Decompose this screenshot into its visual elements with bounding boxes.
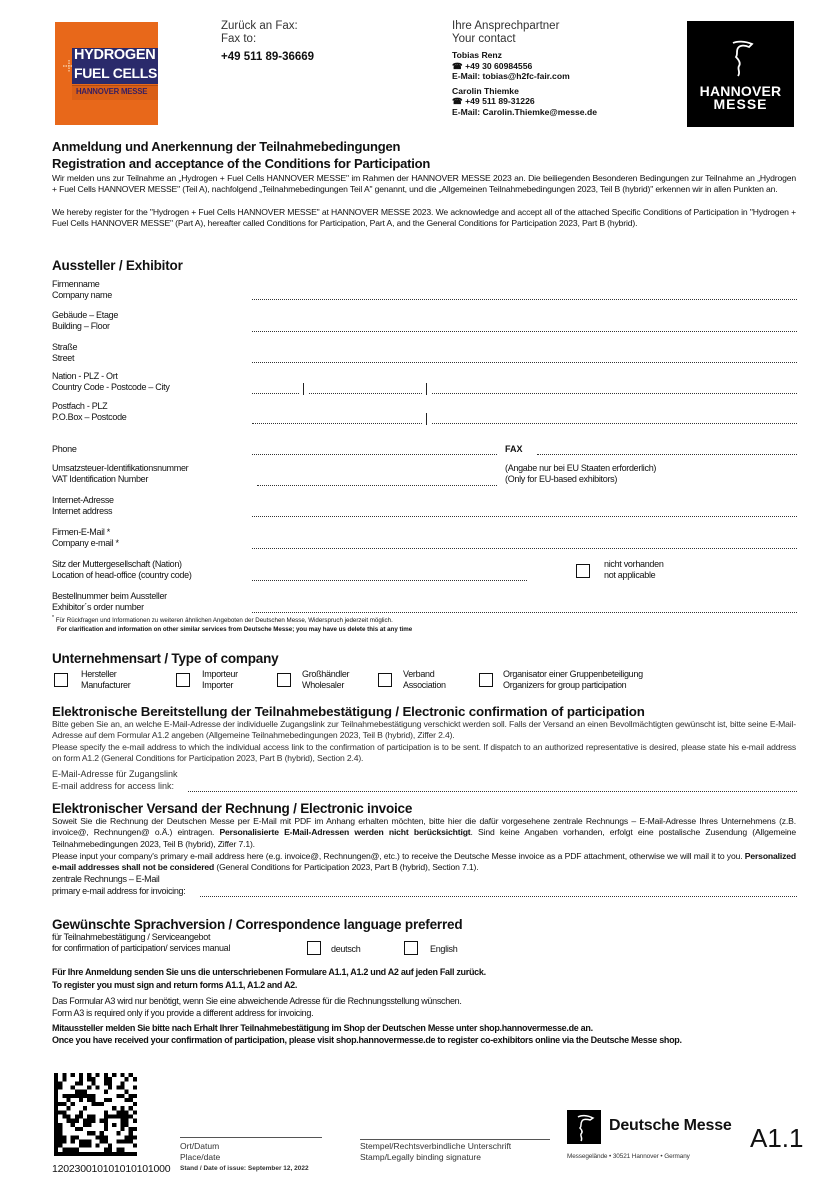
- contact-phone[interactable]: +49 30 60984556: [465, 60, 533, 71]
- company-type-heading: Unternehmensart / Type of company: [52, 651, 279, 666]
- label-association: Verband Association: [403, 669, 446, 690]
- label-group-organizer: Organisator einer Gruppenbeteiligung Organizers for group participation: [503, 669, 643, 690]
- issue-date: Stand / Date of issue: September 12, 2022: [180, 1165, 309, 1172]
- field-label-country-postcode-city: Nation - PLZ - Ort Country Code - Postcode – City: [52, 371, 170, 392]
- street-input[interactable]: [252, 361, 797, 363]
- contact-phone[interactable]: +49 511 89-31226: [465, 96, 535, 106]
- electronic-confirmation-text-en: Please specify the e-mail address to which the individual access link to the confirmation of participation is to be sent. If dispatch to an authorized representative is desired, please state his e-mail address on form A1.2 (General Conditions for Participation 2023, Part B (hybrid), Section 2.4).: [52, 742, 796, 764]
- access-link-email-input[interactable]: [188, 790, 797, 792]
- logo-word-messe: MESSE: [713, 96, 768, 112]
- building-floor-input[interactable]: [252, 330, 797, 332]
- hermes-head-icon: [727, 39, 755, 79]
- checkbox-deutsch[interactable]: [307, 941, 321, 955]
- field-label-internet: Internet-Adresse Internet address: [52, 495, 114, 516]
- deutsche-messe-logo-mark: [567, 1110, 601, 1144]
- po-box-input[interactable]: [252, 422, 422, 424]
- company-name-input[interactable]: [252, 298, 797, 300]
- fax-label-en: Fax to:: [221, 33, 257, 45]
- city-input[interactable]: [432, 392, 797, 394]
- fax-block: [221, 20, 314, 64]
- not-applicable-checkbox[interactable]: [576, 564, 590, 578]
- field-separator: [426, 413, 427, 425]
- field-separator: [426, 383, 427, 395]
- language-heading: Gewünschte Sprachversion / Correspondence language preferred: [52, 917, 463, 932]
- checkbox-manufacturer[interactable]: [54, 673, 68, 687]
- po-box-postcode-input[interactable]: [432, 422, 797, 424]
- form-id: A1.1: [750, 1123, 804, 1153]
- contact-email[interactable]: E-Mail: tobias@h2fc-fair.com: [452, 71, 570, 81]
- coexhibitor-note-en: Once you have received your confirmation of participation, please visit shop.hannovermesse.de to register co-exhibitors online via the Deutsche Messe shop.: [52, 1035, 682, 1045]
- label-manufacturer: Hersteller Manufacturer: [81, 669, 131, 690]
- checkbox-wholesaler[interactable]: [277, 673, 291, 687]
- contact-name: Carolin Thiemke: [452, 85, 519, 96]
- field-label-vat: Umsatzsteuer-Identifikationsnummer VAT Identification Number: [52, 463, 189, 484]
- contact-block: [452, 20, 597, 117]
- field-label-head-office: Sitz der Muttergesellschaft (Nation) Location of head-office (country code): [52, 559, 192, 580]
- signature-label: Stempel/Rechtsverbindliche Unterschrift Stamp/Legally binding signature: [360, 1141, 512, 1162]
- invoice-email-label-en: primary e-mail address for invoicing:: [52, 886, 186, 896]
- checkbox-association[interactable]: [378, 673, 392, 687]
- page-title-en: Registration and acceptance of the Conditions for Participation: [52, 156, 431, 171]
- field-label-fax: FAX: [505, 444, 523, 454]
- contact-person-2: [452, 86, 597, 118]
- hydrogen-fuel-cells-logo: [55, 22, 158, 125]
- field-label-po-box: Postfach - PLZ P.O.Box – Postcode: [52, 401, 127, 422]
- label-wholesaler: Großhändler Wholesaler: [302, 669, 350, 690]
- deutsche-messe-address: Messegelände • 30521 Hannover • Germany: [567, 1153, 690, 1160]
- contact-label-de: Ihre Ansprechpartner: [452, 20, 560, 32]
- head-office-input[interactable]: [252, 579, 527, 581]
- signature-line[interactable]: [360, 1139, 550, 1140]
- field-label-company-email: Firmen-E-Mail * Company e-mail *: [52, 527, 119, 548]
- contact-person-1: [452, 50, 597, 82]
- phone-icon: ☎: [452, 60, 463, 71]
- field-separator: [303, 383, 304, 395]
- electronic-invoice-text-de: Soweit Sie die Rechnung der Deutschen Messe per E-Mail mit PDF im Anhang erhalten möchten, bitte hier die dafür vorgesehene zentrale Rechnungs – E-Mail-Adresse Ihres Unternehmens (z.B. invoice@, Rechnungen@ o.Ä.) eintragen. Personalisierte E-Mail-Adressen werden nicht berücksichtigt. Sind keine Angaben vorhanden, erfolgt eine postalische Zusendung (Allgemeine Teilnahmebedingungen 2023, Teil B (hybrid), Ziffer 7.1).: [52, 816, 796, 849]
- contact-email[interactable]: E-Mail: Carolin.Thiemke@messe.de: [452, 106, 597, 117]
- checkbox-group-organizer[interactable]: [479, 673, 493, 687]
- intro-de: Wir melden uns zur Teilnahme an „Hydrogen + Fuel Cells HANNOVER MESSE" im Rahmen der HANNOVER MESSE 2023 an. Die beiliegenden Besonderen Bedingungen zur Teilnahme an „Hydrogen + Fuel Cells HANNOVER MESSE" (Teil A), nachfolgend „Teilnahmebedingungen Teil A" genannt, und die „Allgemeinen Teilnahmebedingungen 2023, Teil B (hybrid)" erkennen wir in allen Punkten an.: [52, 173, 796, 195]
- logo-line-fuel-cells: FUEL CELLS: [74, 65, 158, 81]
- return-forms-en: To register you must sign and return forms A1.1, A1.2 and A2.: [52, 980, 298, 990]
- form-a3-note-de: Das Formular A3 wird nur benötigt, wenn Sie eine abweichende Adresse für die Rechnungsstellung wünschen.: [52, 996, 462, 1006]
- page-title-de: Anmeldung und Anerkennung der Teilnahmebedingungen: [52, 139, 401, 154]
- fax-label-de: Zurück an Fax:: [221, 20, 298, 32]
- phone-input[interactable]: [252, 453, 497, 455]
- postcode-input[interactable]: [309, 392, 422, 394]
- vat-input[interactable]: [257, 484, 497, 486]
- access-link-label-de: E-Mail-Adresse für Zugangslink: [52, 769, 178, 779]
- footnote: * Für Rückfragen und Informationen zu weiteren ähnlichen Angeboten der Deutschen Messe, Widerspruch jederzeit möglich. For clarification and information on other similar services from Deutsche Messe; you may have us delete this at any time: [52, 615, 413, 634]
- electronic-confirmation-text-de: Bitte geben Sie an, an welche E-Mail-Adresse der individuelle Zugangslink zur Teilnahmebestätigung verschickt werden soll. Falls der Versand an einen Bevollmächtigten gewünscht ist, bitte seine E-Mail-Adresse auf dem Formular A1.2 angeben (Allgemeine Teilnahmebedingungen 2023, Teil B (hybrid), Ziffer 2.4).: [52, 719, 796, 741]
- checkbox-english[interactable]: [404, 941, 418, 955]
- logo-line-hannover-messe: HANNOVER MESSE: [76, 87, 148, 96]
- contact-label-en: Your contact: [452, 33, 516, 45]
- order-number-input[interactable]: [252, 611, 797, 613]
- label-english: English: [430, 944, 458, 954]
- deutsche-messe-wordmark: Deutsche Messe: [609, 1117, 732, 1134]
- invoice-email-input[interactable]: [200, 895, 797, 897]
- invoice-email-label-de: zentrale Rechnungs – E-Mail: [52, 874, 160, 884]
- hannover-messe-logo: [687, 21, 794, 127]
- field-label-street: Straße Street: [52, 342, 78, 363]
- intro-en: We hereby register for the "Hydrogen + Fuel Cells HANNOVER MESSE" at HANNOVER MESSE 2023. We acknowledge and accept all of the attached Specific Conditions of Participation in "Hydrogen + Fuel Cells HANNOVER MESSE" (Part A), hereafter called Conditions for Participation, Part A, and the General Conditions for Participation 2023, Part B (hybrid).: [52, 207, 796, 229]
- place-date-line[interactable]: [180, 1137, 322, 1138]
- coexhibitor-note-de: Mitaussteller melden Sie bitte nach Erhalt Ihrer Teilnahmebestätigung im Shop der Deutschen Messe unter shop.hannovermesse.de an.: [52, 1023, 593, 1033]
- vat-note: (Angabe nur bei EU Staaten erforderlich) (Only for EU-based exhibitors): [505, 463, 657, 484]
- logo-line-hydrogen: HYDROGEN: [74, 47, 156, 63]
- language-sub-label: für Teilnahmebestätigung / Serviceangebot for confirmation of participation/ services manual: [52, 932, 231, 953]
- field-label-company-name: Firmenname Company name: [52, 279, 112, 300]
- electronic-invoice-heading: Elektronischer Versand der Rechnung / Electronic invoice: [52, 801, 413, 816]
- access-link-label-en: E-mail address for access link:: [52, 781, 175, 791]
- return-forms-de: Für Ihre Anmeldung senden Sie uns die unterschriebenen Formulare A1.1, A1.2 und A2 auf jeden Fall zurück.: [52, 967, 486, 977]
- datamatrix-code: [54, 1073, 137, 1156]
- exhibitor-heading: Aussteller / Exhibitor: [52, 258, 183, 273]
- label-deutsch: deutsch: [331, 944, 361, 954]
- field-label-building-floor: Gebäude – Etage Building – Floor: [52, 310, 119, 331]
- electronic-invoice-text-en: Please input your company's primary e-mail address here (e.g. invoice@, Rechnungen@, etc.) to receive the Deutsche Messe invoice as a PDF attachment, otherwise we will mail it to you. Personalized e-mail addresses shall not be considered (General Conditions for Participation 2023, Part B (hybrid), Section 7.1).: [52, 851, 796, 873]
- field-label-order-number: Bestellnummer beim Aussteller Exhibitor´s order number: [52, 591, 167, 612]
- hermes-head-icon: [567, 1110, 601, 1144]
- place-date-label: Ort/Datum Place/date: [180, 1141, 221, 1162]
- country-code-input[interactable]: [252, 392, 299, 394]
- fax-input[interactable]: [537, 453, 797, 455]
- fax-number[interactable]: +49 511 89-36669: [221, 51, 315, 63]
- barcode-number: 120230010101010101000: [52, 1163, 171, 1175]
- label-importer: Importeur Importer: [202, 669, 238, 690]
- logo-word-hannover: HANNOVER: [699, 83, 782, 99]
- field-label-phone: Phone: [52, 444, 77, 454]
- checkbox-importer[interactable]: [176, 673, 190, 687]
- company-email-input[interactable]: [252, 547, 797, 549]
- contact-name: Tobias Renz: [452, 50, 502, 60]
- phone-icon: ☎: [452, 96, 463, 106]
- form-a3-note-en: Form A3 is required only if you provide a different address for invoicing.: [52, 1008, 314, 1018]
- footnote-mark: *: [52, 615, 55, 621]
- internet-address-input[interactable]: [252, 515, 797, 517]
- not-applicable-label: nicht vorhanden not applicable: [604, 559, 664, 580]
- electronic-confirmation-heading: Elektronische Bereitstellung der Teilnahmebestätigung / Electronic confirmation of participation: [52, 704, 645, 719]
